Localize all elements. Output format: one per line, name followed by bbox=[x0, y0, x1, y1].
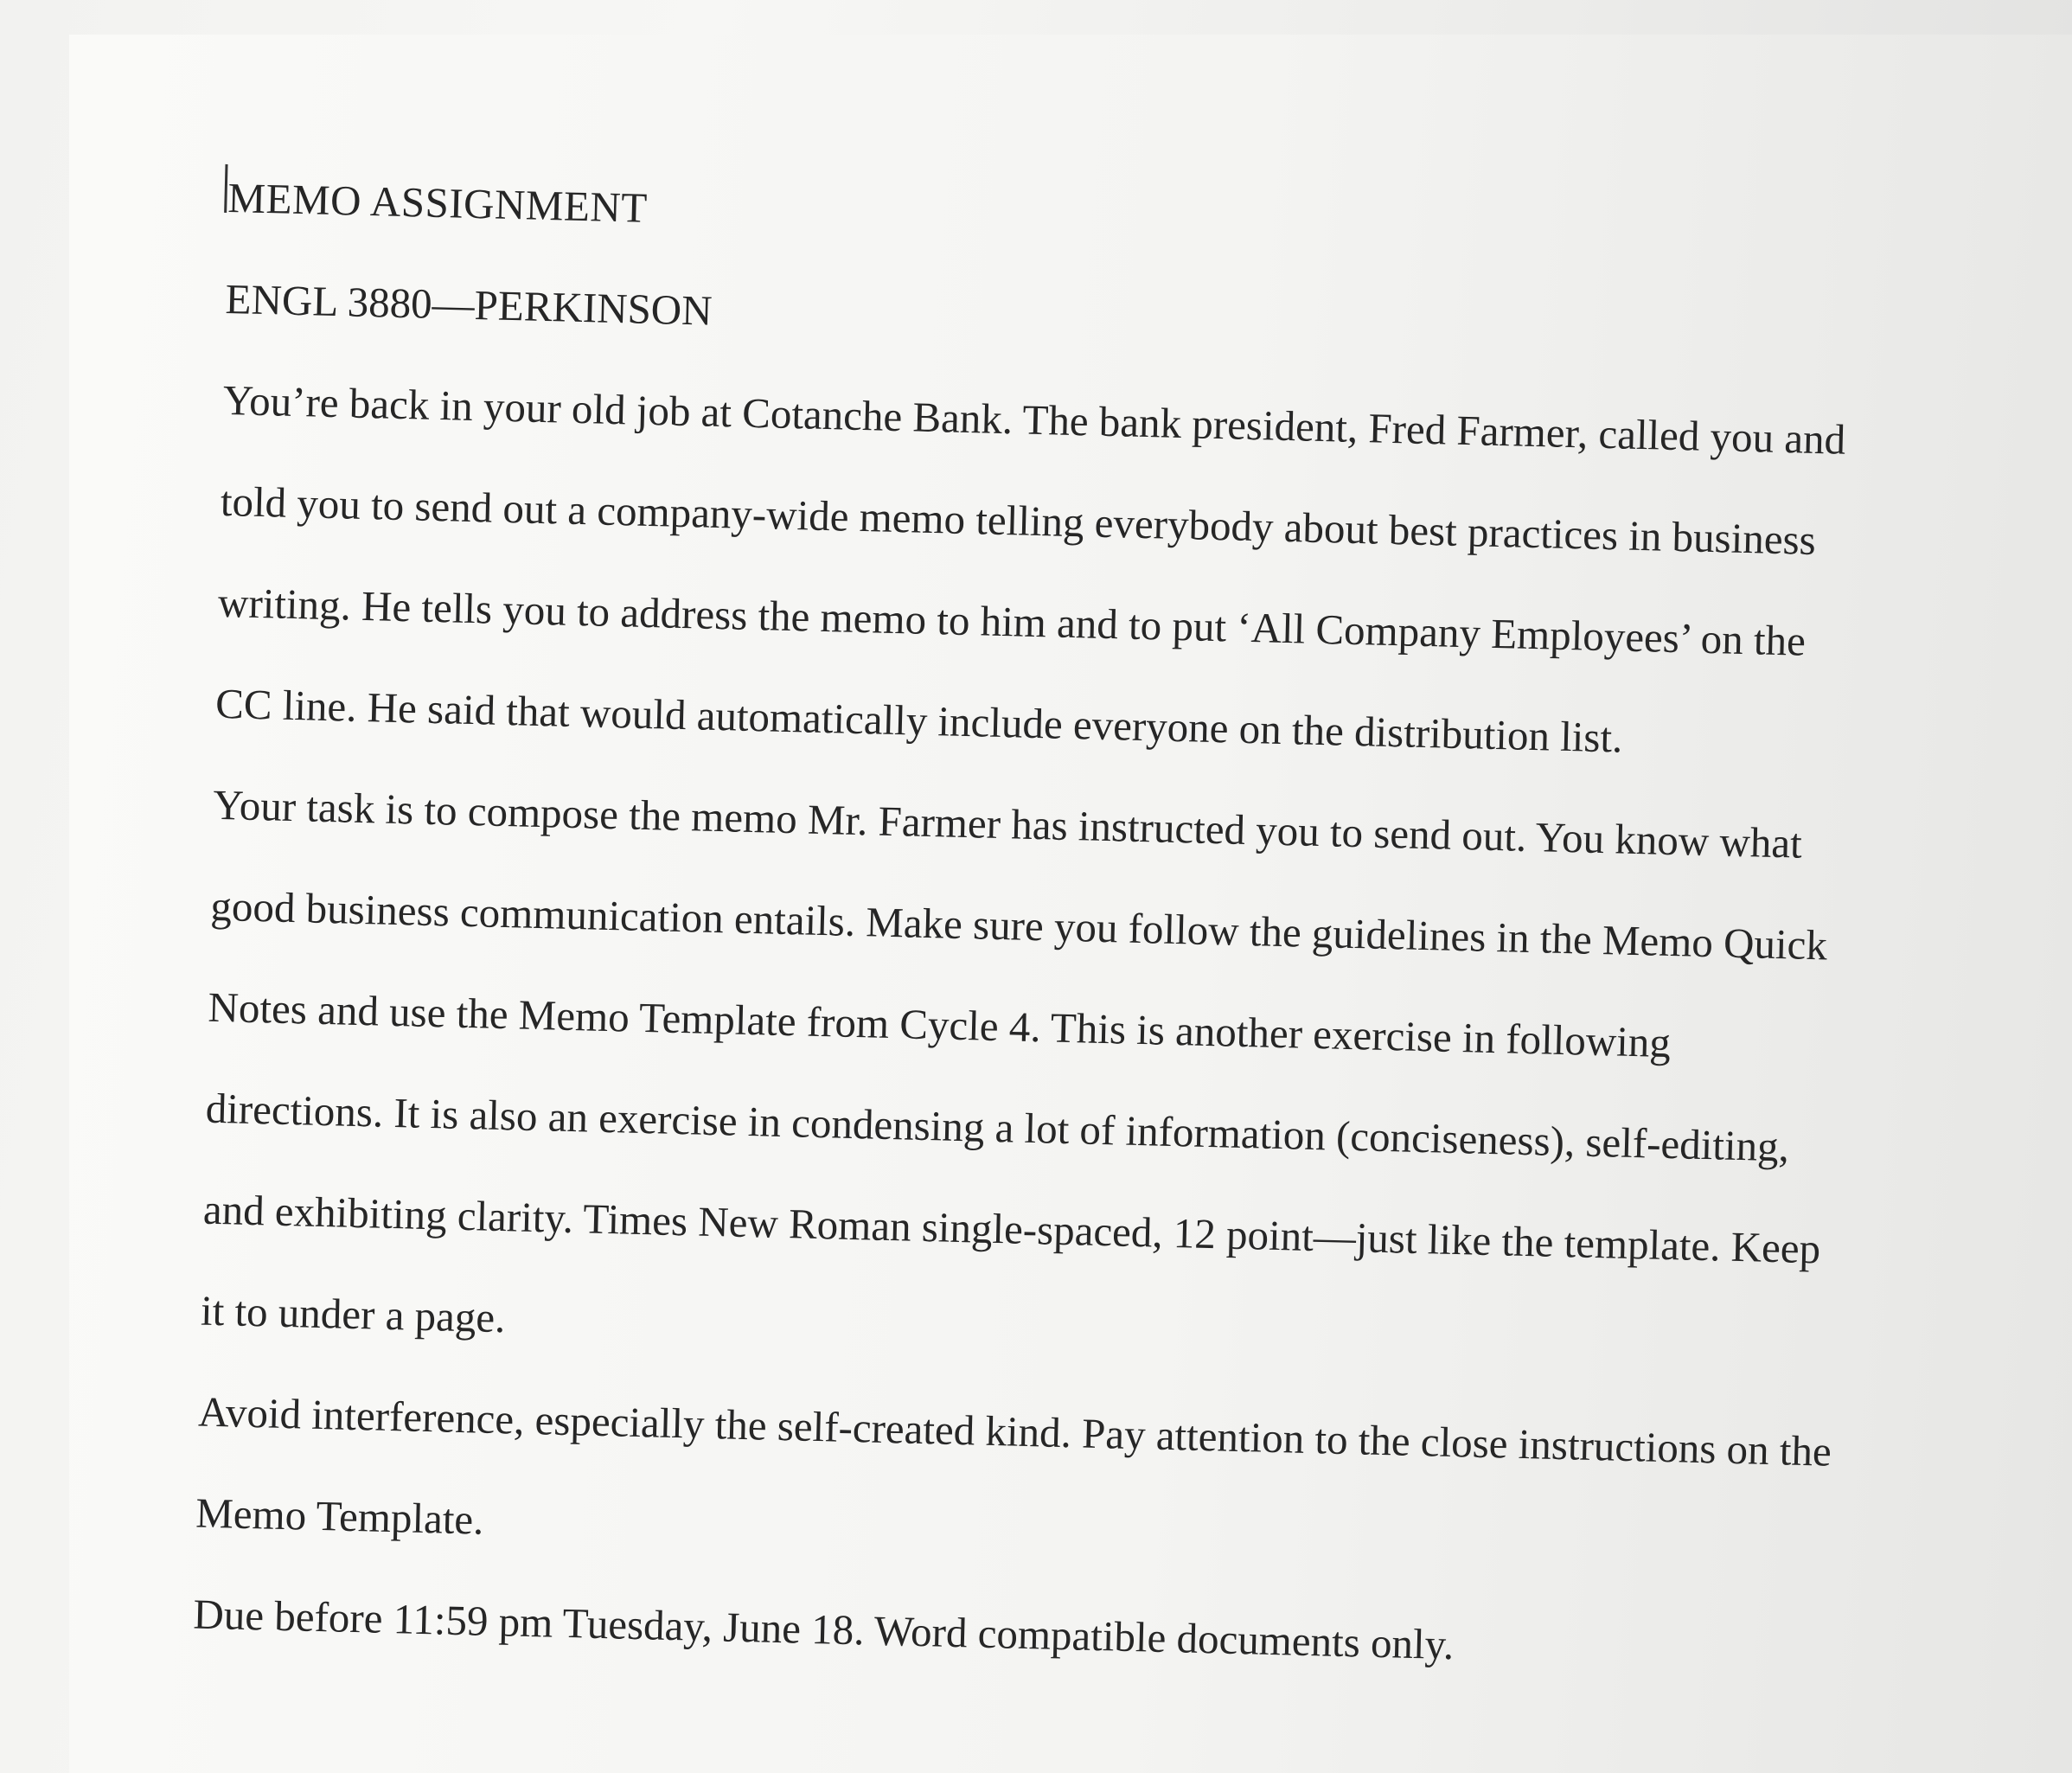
paragraph-line: Memo Template. bbox=[195, 1488, 485, 1544]
paragraph-line: CC line. He said that would automatically include everyone on the distribution list. bbox=[214, 679, 1624, 762]
paragraph-line: directions. It is also an exercise in condensing a lot of information (conciseness), self-editing, bbox=[205, 1084, 1790, 1171]
paragraph-line: You’re back in your old job at Cotanche Bank. The bank president, Fred Farmer, called you and bbox=[222, 375, 1846, 464]
document-title-text: MEMO ASSIGNMENT bbox=[227, 173, 649, 232]
paragraph-line: it to under a page. bbox=[200, 1286, 507, 1342]
paragraph-line: writing. He tells you to address the memo to him and to put ‘All Company Employees’ on the bbox=[217, 578, 1807, 665]
course-line: ENGL 3880—PERKINSON bbox=[225, 274, 713, 335]
document-body[interactable] bbox=[192, 147, 1975, 1707]
paragraph-line: Due before 11:59 pm Tuesday, June 18. Word compatible documents only. bbox=[192, 1590, 1455, 1669]
paragraph-line: Notes and use the Memo Template from Cycle 4. This is another exercise in following bbox=[208, 983, 1672, 1067]
paragraph-line: and exhibiting clarity. Times New Roman single-spaced, 12 point—just like the template. Keep bbox=[202, 1185, 1821, 1273]
paragraph-line: good business communication entails. Make sure you follow the guidelines in the Memo Quick bbox=[209, 881, 1828, 970]
paragraph-line: Avoid interference, especially the self-created kind. Pay attention to the close instructions on the bbox=[197, 1387, 1832, 1475]
document-page[interactable] bbox=[69, 35, 2072, 1773]
paragraph-line: told you to send out a company-wide memo telling everybody about best practices in business bbox=[220, 477, 1817, 564]
paragraph-line: Your task is to compose the memo Mr. Farmer has instructed you to send out. You know what bbox=[212, 780, 1803, 867]
